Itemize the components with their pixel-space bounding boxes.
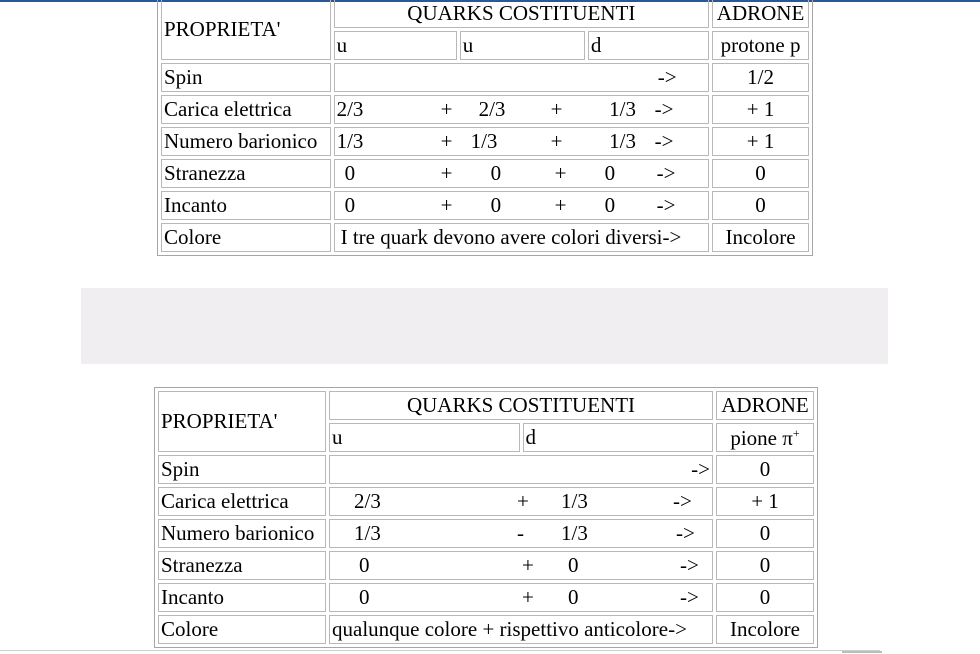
quark-expression: 1/3 + 1/3 + 1/3 -> xyxy=(334,127,709,156)
table-row xyxy=(158,615,814,644)
quark-expression: 0 + 0 -> xyxy=(329,583,713,612)
property-name: Carica elettrica xyxy=(161,95,331,124)
table-row xyxy=(161,95,809,124)
table-row xyxy=(158,455,814,484)
property-name: Stranezza xyxy=(161,159,331,188)
arrow: -> xyxy=(680,553,699,577)
quark-expression: 2/3 + 2/3 + 1/3 -> xyxy=(334,95,709,124)
table-row xyxy=(158,487,814,516)
hadron-value: 0 xyxy=(716,551,814,580)
hadron-value: Incolore xyxy=(716,615,814,644)
table-row xyxy=(161,159,809,188)
quarks-header: QUARKS COSTITUENTI xyxy=(334,0,709,28)
color-note: I tre quark devono avere colori diversi-> xyxy=(334,223,709,252)
property-name: Carica elettrica xyxy=(158,487,326,516)
hadron-value: 0 xyxy=(716,519,814,548)
page-bottom-edge xyxy=(0,650,880,651)
proton-quark-table xyxy=(157,0,813,256)
property-name: Spin xyxy=(158,455,326,484)
hadron-value: + 1 xyxy=(716,487,814,516)
quark-cell: u xyxy=(329,423,520,452)
arrow: -> xyxy=(656,193,676,217)
quark-cell: u xyxy=(334,31,457,60)
hadron-value: + 1 xyxy=(712,95,809,124)
property-name: Incanto xyxy=(161,191,331,220)
hadron-value: 1/2 xyxy=(712,63,809,92)
property-name: Colore xyxy=(158,615,326,644)
quark-expression: 0 + 0 + 0 -> xyxy=(334,159,709,188)
scroll-indicator xyxy=(842,651,882,653)
hadron-value: 0 xyxy=(712,191,809,220)
arrow: -> xyxy=(691,457,710,481)
table-row xyxy=(161,63,809,92)
separator-band xyxy=(81,288,888,364)
property-header: PROPRIETA' xyxy=(161,0,331,60)
hadron-header: ADRONE xyxy=(712,0,809,28)
table-row xyxy=(161,191,809,220)
hadron-value: 0 xyxy=(716,455,814,484)
arrow: -> xyxy=(676,521,695,545)
arrow: -> xyxy=(680,585,699,609)
hadron-value: + 1 xyxy=(712,127,809,156)
table-row xyxy=(161,223,809,252)
quark-expression: 0 + 0 -> xyxy=(329,551,713,580)
arrow: -> xyxy=(657,65,677,89)
charge-superscript: + xyxy=(792,425,800,440)
quark-expression: 1/3 - 1/3 -> xyxy=(329,519,713,548)
table-row xyxy=(158,551,814,580)
color-note: qualunque colore + rispettivo anticolore-> xyxy=(329,615,713,644)
hadron-value: Incolore xyxy=(712,223,809,252)
pion-quark-table xyxy=(154,387,818,648)
property-name: Stranezza xyxy=(158,551,326,580)
hadron-name: pione π+ xyxy=(716,423,814,452)
property-name: Numero barionico xyxy=(161,127,331,156)
quark-cell: u xyxy=(460,31,585,60)
property-name: Colore xyxy=(161,223,331,252)
property-name: Incanto xyxy=(158,583,326,612)
quark-expression xyxy=(334,63,709,92)
quark-cell: d xyxy=(523,423,714,452)
hadron-value: 0 xyxy=(712,159,809,188)
arrow: -> xyxy=(673,489,692,513)
property-name: Numero barionico xyxy=(158,519,326,548)
quark-expression: 0 + 0 + 0 -> xyxy=(334,191,709,220)
quark-expression: 2/3 + 1/3 -> xyxy=(329,487,713,516)
table-row xyxy=(158,519,814,548)
property-name: Spin xyxy=(161,63,331,92)
quark-cell: d xyxy=(588,31,709,60)
hadron-header: ADRONE xyxy=(716,391,814,420)
table-row xyxy=(158,583,814,612)
arrow: -> xyxy=(656,161,676,185)
quarks-header: QUARKS COSTITUENTI xyxy=(329,391,713,420)
table-row xyxy=(161,127,809,156)
arrow: -> xyxy=(654,129,674,153)
hadron-name: protone p xyxy=(712,31,809,60)
property-header: PROPRIETA' xyxy=(158,391,326,452)
quark-expression xyxy=(329,455,713,484)
hadron-value: 0 xyxy=(716,583,814,612)
arrow: -> xyxy=(654,97,674,121)
